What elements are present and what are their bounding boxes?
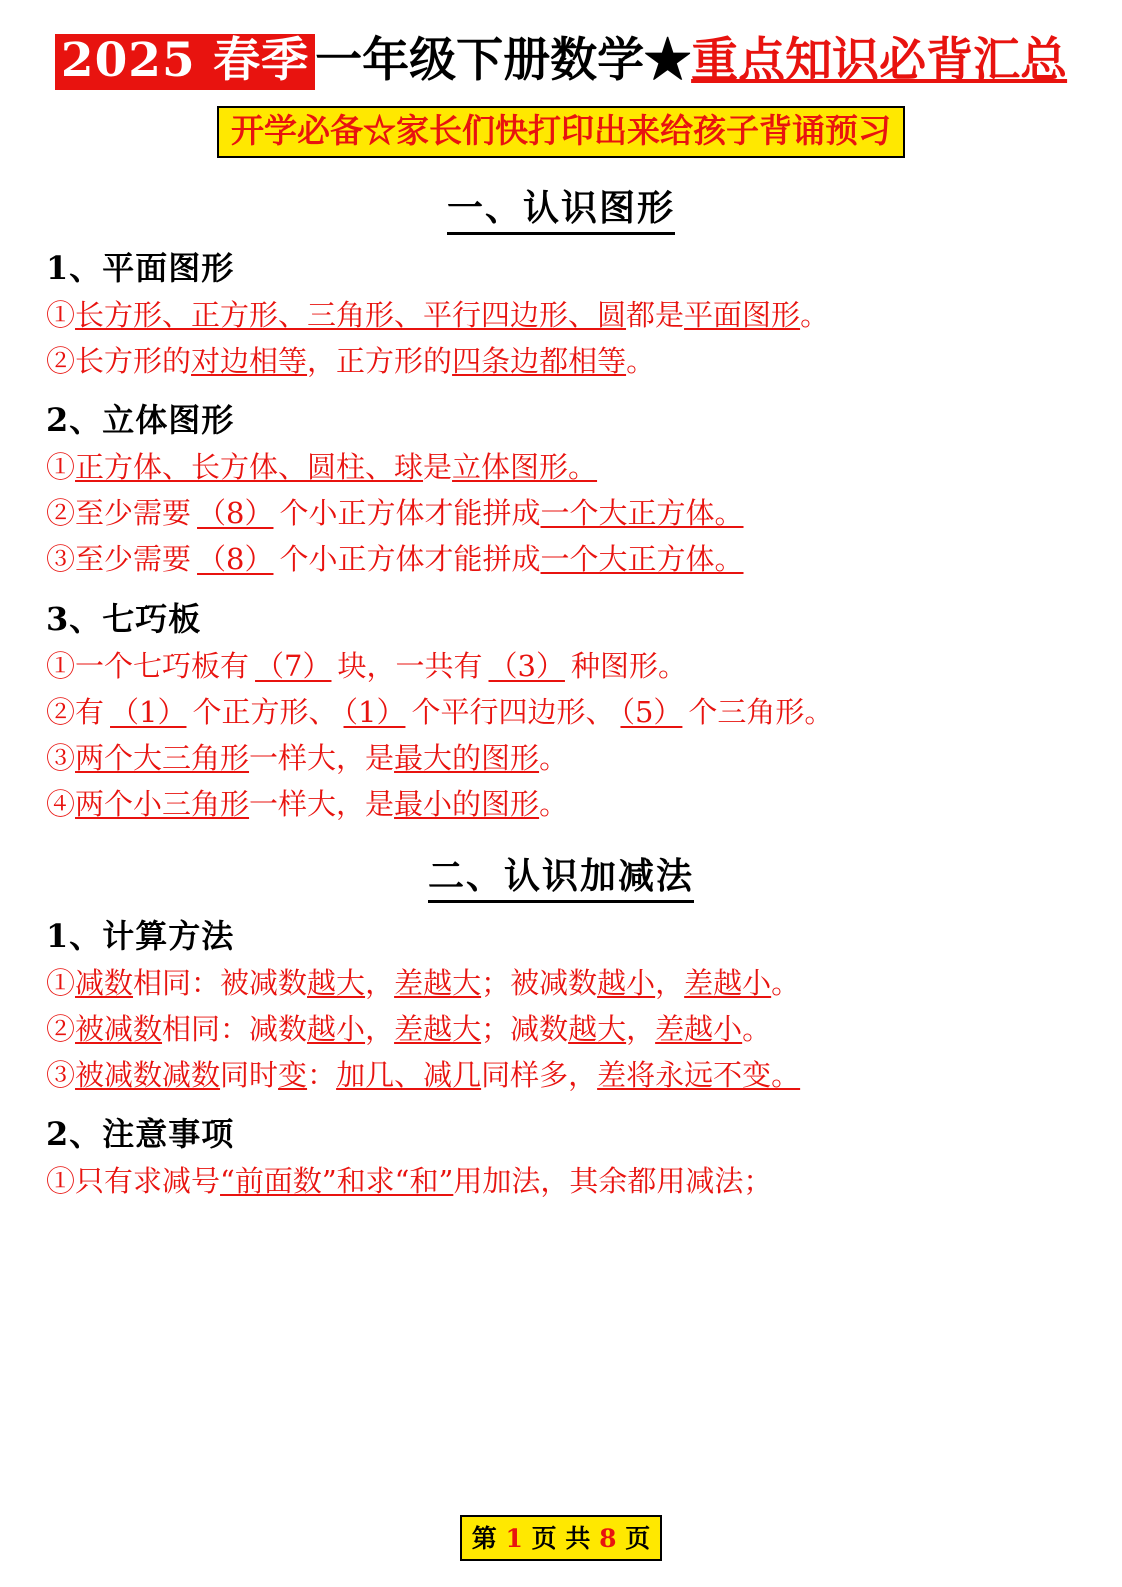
item-text: 相同：被减数 — [133, 965, 308, 1000]
document-title — [44, 34, 1078, 90]
item-text: ；被减数 — [481, 965, 598, 1000]
subheading-2-2: 2、注意事项 — [46, 1115, 235, 1154]
item-marker: ① — [46, 298, 76, 333]
item-text: “前面数”和求“和” — [220, 1164, 454, 1199]
item-text: 两个小三角形 — [75, 786, 250, 821]
item-text: 有 — [75, 694, 105, 729]
item-marker: ③ — [46, 1057, 76, 1092]
item-text: ， — [626, 1011, 656, 1046]
answer-blank: （3） — [488, 648, 565, 683]
footer-current-page: 1 — [505, 1524, 523, 1553]
item-text: 个平行四边形、 — [411, 694, 615, 729]
item-text: 越小 — [307, 1011, 366, 1046]
subheading-2-1: 1、计算方法 — [46, 916, 235, 955]
item-text: 块，一共有 — [337, 648, 483, 683]
item-text: 长方形、正方形、三角形、平行四边形、圆 — [75, 298, 627, 333]
item-text: 只有求减号 — [75, 1164, 221, 1199]
item-text: 同时 — [220, 1057, 279, 1092]
item-text: 越小 — [597, 965, 656, 1000]
item-text: ；减数 — [481, 1011, 569, 1046]
item-text: 立体图形。 — [452, 450, 598, 485]
list-item — [46, 445, 1078, 489]
item-marker: ① — [46, 450, 76, 485]
item-text: 差越大 — [394, 965, 482, 1000]
item-text: 相同：减数 — [162, 1011, 308, 1046]
item-text: 正方体、长方体、圆柱、球 — [75, 450, 424, 485]
list-item — [46, 644, 1078, 688]
item-marker: ② — [46, 694, 76, 729]
item-text: 差越大 — [394, 1011, 482, 1046]
footer-prefix: 第 — [471, 1524, 497, 1553]
item-text: 一个大正方体。 — [540, 496, 744, 531]
item-marker: ③ — [46, 740, 76, 775]
subheading-1-2: 2、立体图形 — [46, 401, 235, 440]
footer-total-pages: 8 — [599, 1524, 617, 1553]
item-text: 至少需要 — [75, 542, 192, 577]
item-text: 被减数减数 — [75, 1057, 221, 1092]
list-item — [46, 961, 1078, 1005]
item-text: 。 — [800, 298, 830, 333]
item-text: 最小的图形 — [394, 786, 540, 821]
title-black-part: 一年级下册数学★ — [315, 33, 692, 88]
item-text: 。 — [771, 965, 801, 1000]
item-text: 减数 — [75, 965, 134, 1000]
item-marker: ① — [46, 1164, 76, 1199]
section-heading-1-text: 一、认识图形 — [447, 187, 675, 235]
item-text: 加几、减几 — [336, 1057, 482, 1092]
item-text: ，正方形的 — [307, 344, 453, 379]
item-text: 都是 — [626, 298, 685, 333]
list-item — [46, 1053, 1078, 1097]
item-text: 。 — [626, 344, 656, 379]
list-item — [46, 1007, 1078, 1051]
item-text: 一样大，是 — [249, 786, 395, 821]
item-text: 同样多， — [481, 1057, 598, 1092]
item-text: 个三角形。 — [688, 694, 834, 729]
answer-blank: （5） — [620, 694, 683, 729]
footer-suffix: 页 — [625, 1524, 651, 1553]
item-text: 个小正方体才能拼成 — [279, 542, 541, 577]
item-text: 越大 — [307, 965, 366, 1000]
answer-blank: （1） — [343, 694, 406, 729]
item-text: 被减数 — [75, 1011, 163, 1046]
section-heading-2-text: 二、认识加减法 — [428, 855, 694, 903]
item-marker: ② — [46, 1011, 76, 1046]
answer-blank: （7） — [255, 648, 332, 683]
answer-blank: （8） — [197, 496, 274, 531]
item-marker: ② — [46, 496, 76, 531]
subtitle-banner: 开学必备☆家长们快打印出来给孩子背诵预习 — [217, 106, 905, 158]
list-item — [46, 782, 1078, 826]
item-text: 。 — [539, 786, 569, 821]
item-text: 至少需要 — [75, 496, 192, 531]
item-text: ： — [307, 1057, 337, 1092]
item-text: 种图形。 — [570, 648, 687, 683]
item-text: 个正方形、 — [192, 694, 338, 729]
footer-middle: 页 共 — [531, 1524, 591, 1553]
item-text: 一个大正方体。 — [540, 542, 744, 577]
item-text: 两个大三角形 — [75, 740, 250, 775]
subtitle-row — [44, 106, 1078, 158]
list-item — [46, 293, 1078, 337]
page-footer — [0, 1515, 1122, 1561]
answer-blank: （8） — [197, 542, 274, 577]
item-text: 四条边都相等 — [452, 344, 627, 379]
item-marker: ④ — [46, 786, 76, 821]
item-text: 长方形的 — [75, 344, 192, 379]
section-heading-1 — [44, 180, 1078, 231]
item-text: 越大 — [568, 1011, 627, 1046]
item-text: 对边相等 — [191, 344, 308, 379]
list-item — [46, 339, 1078, 383]
list-item — [46, 537, 1078, 581]
page-number-badge — [460, 1515, 662, 1561]
answer-blank: （1） — [110, 694, 187, 729]
item-text: 个小正方体才能拼成 — [279, 496, 541, 531]
item-marker: ① — [46, 965, 76, 1000]
item-text: 。 — [539, 740, 569, 775]
section-heading-2 — [44, 848, 1078, 899]
item-text: ， — [365, 1011, 395, 1046]
item-text: 平面图形 — [684, 298, 801, 333]
title-red-part: 重点知识必背汇总 — [691, 33, 1068, 88]
list-item — [46, 491, 1078, 535]
item-text: 。 — [742, 1011, 772, 1046]
list-item — [46, 736, 1078, 780]
item-text: 差将永远不变。 — [597, 1057, 801, 1092]
item-text: 一个七巧板有 — [75, 648, 250, 683]
item-marker: ① — [46, 648, 76, 683]
list-item — [46, 690, 1078, 734]
item-text: 是 — [423, 450, 453, 485]
item-marker: ② — [46, 344, 76, 379]
item-text: 差越小 — [684, 965, 772, 1000]
list-item — [46, 1159, 1078, 1203]
subheading-1-1: 1、平面图形 — [46, 249, 235, 288]
item-text: 变 — [278, 1057, 308, 1092]
item-text: 差越小 — [655, 1011, 743, 1046]
title-year-badge: 2025 春季 — [55, 34, 315, 90]
item-text: ， — [365, 965, 395, 1000]
item-text: 最大的图形 — [394, 740, 540, 775]
item-text: ， — [655, 965, 685, 1000]
item-text: 用加法，其余都用减法； — [453, 1164, 773, 1199]
subheading-1-3: 3、七巧板 — [46, 599, 202, 638]
item-marker: ③ — [46, 542, 76, 577]
item-text: 一样大，是 — [249, 740, 395, 775]
